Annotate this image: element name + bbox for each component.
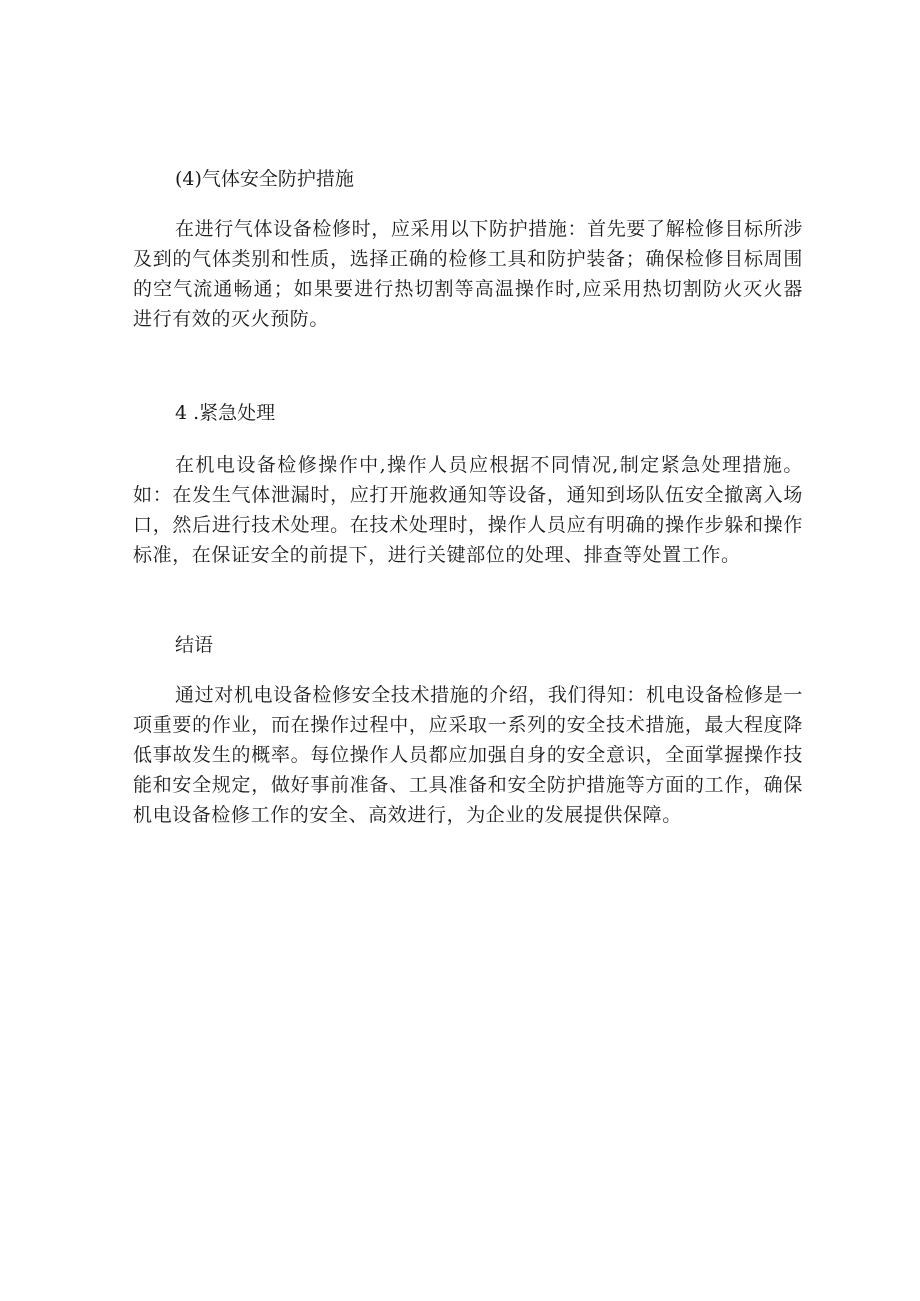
section-paragraph-conclusion: 通过对机电设备检修安全技术措施的介绍，我们得知：机电设备检修是一项重要的作业，而在操作过程中，应采取一系列的安全技术措施，最大程度降低事故发生的概率。每位操作人员都应加强自身的安全意识，全面掌握操作技能和安全规定，做好事前准备、工具准备和安全防护措施等方面的工作，确保机电设备检修工作的安全、高效进行，为企业的发展提供保障。 bbox=[133, 684, 803, 826]
section-paragraph-emergency: 在机电设备检修操作中,操作人员应根据不同情况,制定紧急处理措施。如：在发生气体泄漏时，应打开施救通知等设备，通知到场队伍安全撤离入场口，然后进行技术处理。在技术处理时，操作人员应有明确的操作步躲和操作标准，在保证安全的前提下，进行关键部位的处理、排查等处置工作。 bbox=[133, 454, 803, 566]
section-heading-gas-safety: (4)气体安全防护措施 bbox=[175, 168, 354, 190]
section-heading-conclusion: 结语 bbox=[175, 634, 214, 656]
section-heading-emergency: 4 .紧急处理 bbox=[175, 402, 276, 424]
section-paragraph-gas-safety: 在进行气体设备检修时，应采用以下防护措施：首先要了解检修目标所涉及到的气体类别和性质，选择正确的检修工具和防护装备；确保检修目标周围的空气流通畅通；如果要进行热切割等高温操作时,应采用热切割防火灭火器进行有效的灭火预防。 bbox=[133, 218, 803, 330]
